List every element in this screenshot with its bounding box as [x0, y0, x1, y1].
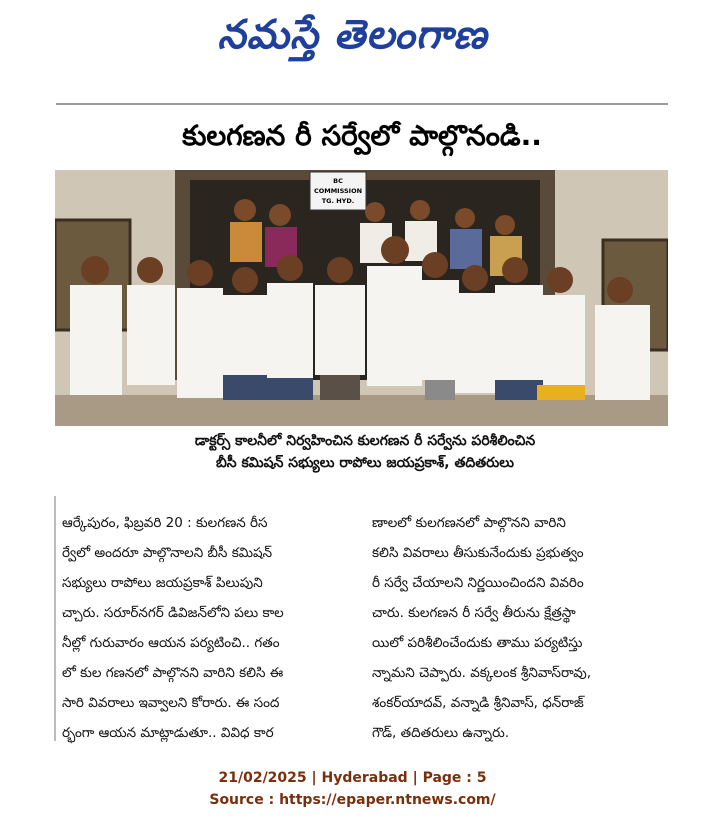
news-photo — [55, 170, 668, 426]
masthead — [0, 4, 705, 66]
article-line: కలిసి వివరాలు తీసుకునేందుకు ప్రభుత్వం — [372, 545, 584, 561]
article-line: ణాలలో కులగణనలో పాల్గొనని వారిని — [372, 515, 566, 531]
masthead-title: నమస్తే తెలంగాణ — [217, 12, 488, 58]
footer-date-line: 21/02/2025 | Hyderabad | Page : 5 — [218, 770, 487, 786]
footer-source-line: Source : https://epaper.ntnews.com/ — [209, 792, 496, 808]
caption-line-1: డాక్టర్స్ కాలనీలో నిర్వహించిన కులగణన రీ సర్వేను పరిశీలించిన — [194, 433, 536, 449]
headline: కులగణన రీ సర్వేలో పాల్గొనండి.. — [182, 119, 542, 152]
article-line: యిలో పరిశీలించేందుకు తాము పర్యటిస్తు — [372, 635, 583, 651]
article-column-left — [62, 508, 362, 748]
caption-line-2: బీసీ కమిషన్ సభ్యులు రాపోలు జయప్రకాశ్, తదితరులు — [215, 455, 515, 471]
article-line: శంకర్‌యాదవ్, వన్నాడి శ్రీనివాస్, ధన్‌రాజ్ — [372, 695, 584, 711]
group-photo-illustration — [55, 170, 668, 426]
top-rule — [56, 103, 668, 105]
column-rule — [54, 496, 56, 741]
article-line: నీల్లో గురువారం ఆయన పర్యటించి.. గతం — [62, 635, 280, 651]
banner-line-3: TG. HYD. — [321, 197, 355, 205]
article-line: ర్వేలో అందరూ పాల్గొనాలని బీసీ కమిషన్ — [62, 545, 273, 561]
article-line: గౌడ్, తదితరులు ఉన్నారు. — [372, 725, 510, 741]
article-line: సభ్యులు రాపోలు జయప్రకాశ్ పిలుపుని — [62, 575, 263, 591]
article-line: లో కుల గణనలో పాల్గొనని వారిని కలిసి ఈ — [62, 665, 284, 681]
article-line: రీ సర్వే చేయాలని నిర్ణయించిందని వివరిం — [372, 575, 584, 591]
article-line: చారు. కులగణన రీ సర్వే తీరును క్షేత్రస్థా — [372, 605, 576, 621]
article-line: సారి వివరాలు ఇవ్వాలని కోరారు. ఈ సంద — [62, 695, 280, 711]
article-line: న్నామని చెప్పారు. వక్కలంక శ్రీనివాస్‌రావు, — [372, 665, 592, 681]
article-line: ఆర్కేపురం, ఫిబ్రవరి 20 : కులగణన రీస — [62, 515, 268, 531]
banner-line-2: COMMISSION — [313, 187, 363, 195]
photo-caption — [130, 430, 600, 474]
article-line: చ్చారు. సరూర్‌నగర్ డివిజన్‌లోని పలు కాల — [62, 605, 284, 621]
article-column-right — [372, 508, 672, 748]
banner-line-1: BC — [333, 177, 343, 185]
article-line: ర్భంగా ఆయన మాట్లాడుతూ.. వివిధ కార — [62, 725, 274, 741]
